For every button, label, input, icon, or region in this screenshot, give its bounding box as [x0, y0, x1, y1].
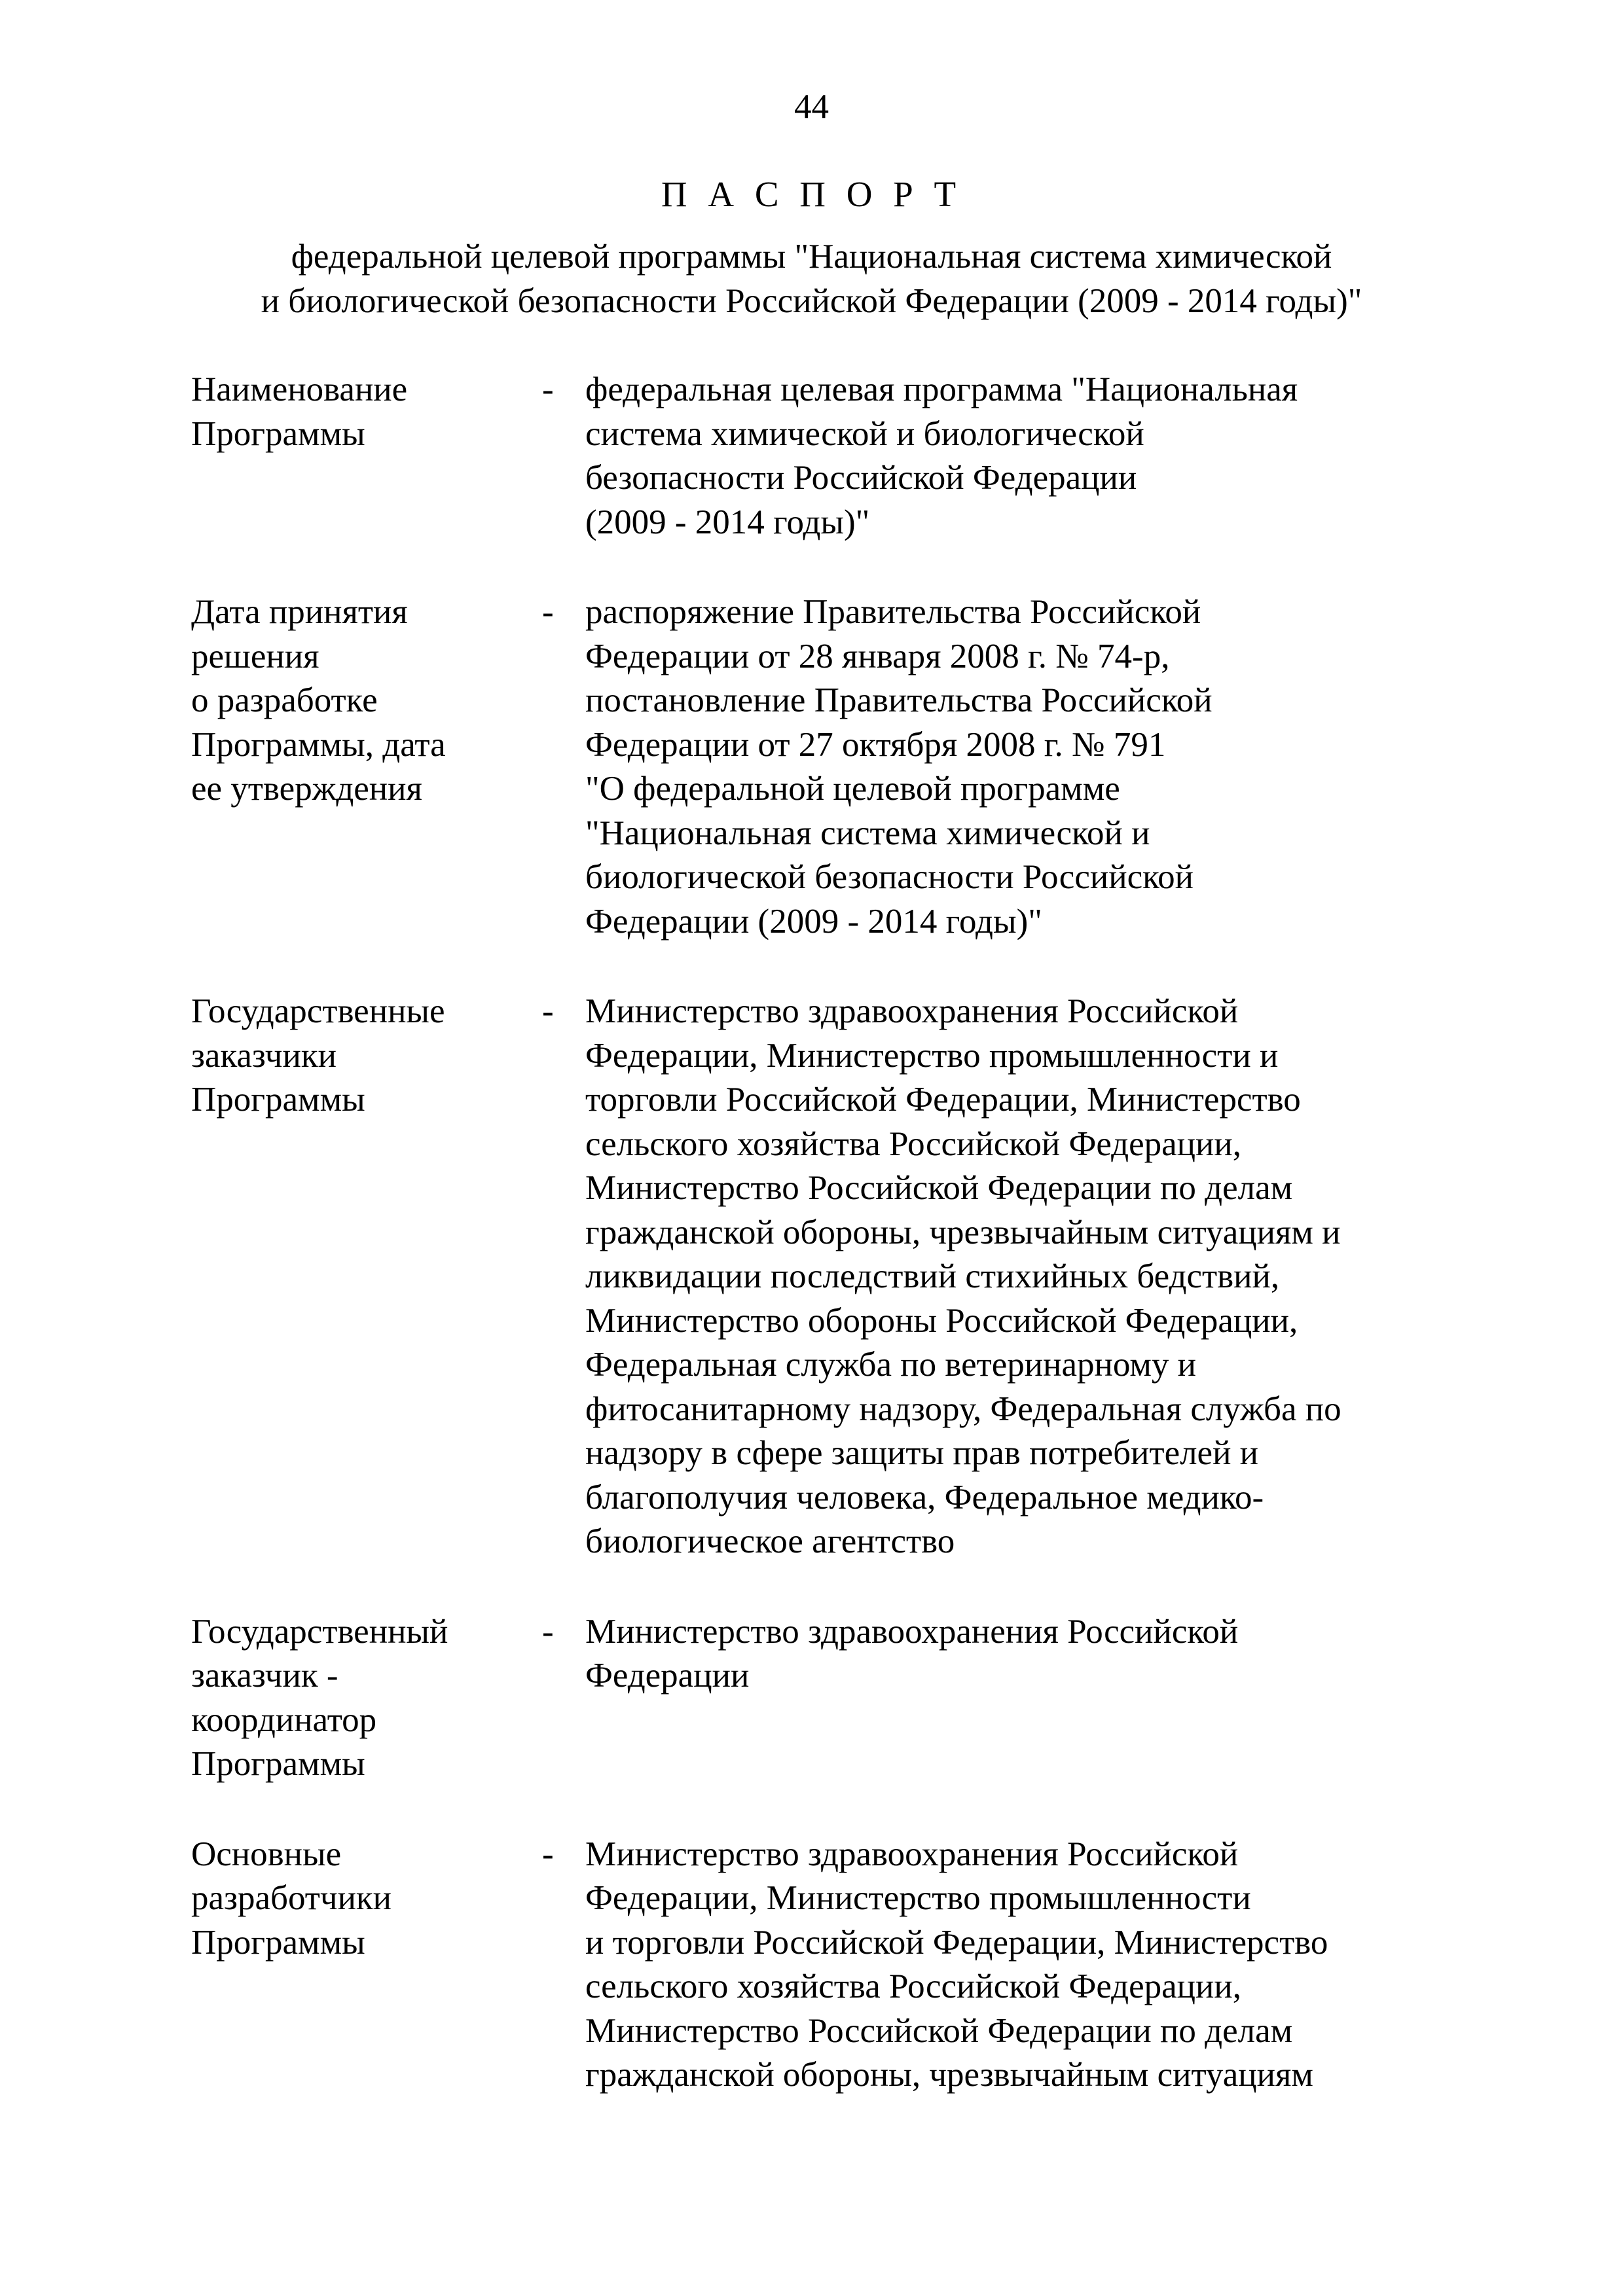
value-line: "Национальная система химической и: [585, 814, 1150, 852]
label-line: о разработке: [191, 681, 378, 719]
value-line: Федерации от 27 октября 2008 г. № 791: [585, 725, 1166, 764]
passport-row-program-name: [191, 368, 1468, 545]
label-line: Программы: [191, 1923, 365, 1962]
value-line: Федерации от 28 января 2008 г. № 74-р,: [585, 637, 1170, 675]
row-dash: -: [542, 593, 554, 631]
value-line: (2009 - 2014 годы)": [585, 503, 870, 541]
row-value: [585, 990, 1468, 1564]
value-line: сельского хозяйства Российской Федерации,: [585, 1967, 1242, 2005]
label-line: заказчик -: [191, 1657, 338, 1695]
passport-row-developers: [191, 1833, 1468, 2098]
value-line: безопасности Российской Федерации: [585, 459, 1137, 497]
value-line: фитосанитарному надзору, Федеральная служба по: [585, 1390, 1341, 1428]
value-line: Федерации: [585, 1657, 750, 1695]
label-line: заказчики: [191, 1036, 337, 1075]
row-label: [191, 590, 532, 812]
label-line: Государственный: [191, 1612, 448, 1651]
label-line: решения: [191, 637, 319, 675]
value-line: Федерации, Министерство промышленности: [585, 1879, 1251, 1917]
passport-row-state-customers: [191, 990, 1468, 1564]
label-line: Программы, дата: [191, 725, 446, 764]
row-dash: -: [542, 1612, 554, 1651]
value-line: федеральная целевая программа "Национальная: [585, 370, 1298, 408]
page-number: 44: [794, 88, 829, 126]
value-line: Министерство Российской Федерации по делам: [585, 2011, 1293, 2050]
value-line: ликвидации последствий стихийных бедствий,: [585, 1257, 1280, 1295]
value-line: распоряжение Правительства Российской: [585, 593, 1201, 631]
label-line: Дата принятия: [191, 593, 408, 631]
document-subtitle: [0, 234, 1623, 323]
passport-row-coordinator: [191, 1610, 1468, 1787]
value-line: Министерство здравоохранения Российской: [585, 1835, 1239, 1873]
row-label: [191, 1833, 532, 1965]
label-line: Программы: [191, 414, 365, 453]
label-line: Государственные: [191, 992, 445, 1030]
label-line: Программы: [191, 1745, 365, 1783]
label-line: Программы: [191, 1081, 365, 1119]
value-line: Министерство обороны Российской Федерации,: [585, 1301, 1298, 1340]
value-line: Федеральная служба по ветеринарному и: [585, 1346, 1197, 1384]
value-line: и торговли Российской Федерации, Министерство: [585, 1923, 1328, 1962]
label-line: ее утверждения: [191, 770, 422, 808]
value-line: гражданской обороны, чрезвычайным ситуациям и: [585, 1213, 1341, 1251]
value-line: Федерации, Министерство промышленности и: [585, 1036, 1279, 1075]
label-line: Основные: [191, 1835, 342, 1873]
document-title: П А С П О Р Т: [661, 174, 962, 214]
row-value: [585, 590, 1468, 944]
value-line: Министерство здравоохранения Российской: [585, 992, 1239, 1030]
row-label: [191, 1610, 532, 1787]
value-line: Министерство здравоохранения Российской: [585, 1612, 1239, 1651]
row-dash: -: [542, 370, 554, 408]
value-line: Федерации (2009 - 2014 годы)": [585, 902, 1042, 941]
label-line: Наименование: [191, 370, 408, 408]
value-line: надзору в сфере защиты прав потребителей и: [585, 1434, 1259, 1472]
row-dash: -: [542, 1835, 554, 1873]
row-value: [585, 1833, 1468, 2098]
value-line: биологической безопасности Российской: [585, 858, 1194, 896]
value-line: биологическое агентство: [585, 1522, 955, 1560]
row-label: [191, 990, 532, 1122]
value-line: "О федеральной целевой программе: [585, 770, 1120, 808]
row-label: [191, 368, 532, 456]
passport-table: [191, 368, 1468, 2144]
label-line: разработчики: [191, 1879, 392, 1917]
row-value: [585, 368, 1468, 545]
value-line: торговли Российской Федерации, Министерство: [585, 1081, 1301, 1119]
row-dash: -: [542, 992, 554, 1030]
value-line: Министерство Российской Федерации по делам: [585, 1169, 1293, 1207]
value-line: сельского хозяйства Российской Федерации,: [585, 1124, 1242, 1163]
subtitle-line: федеральной целевой программы "Национальная система химической: [291, 238, 1332, 276]
label-line: координатор: [191, 1700, 377, 1739]
row-value: [585, 1610, 1468, 1698]
value-line: гражданской обороны, чрезвычайным ситуациям: [585, 2056, 1313, 2094]
subtitle-line: и биологической безопасности Российской Федерации (2009 - 2014 годы)": [261, 282, 1362, 320]
passport-row-decision-date: [191, 590, 1468, 944]
value-line: благополучия человека, Федеральное медико-: [585, 1478, 1264, 1516]
value-line: постановление Правительства Российской: [585, 681, 1213, 719]
value-line: система химической и биологической: [585, 414, 1144, 453]
